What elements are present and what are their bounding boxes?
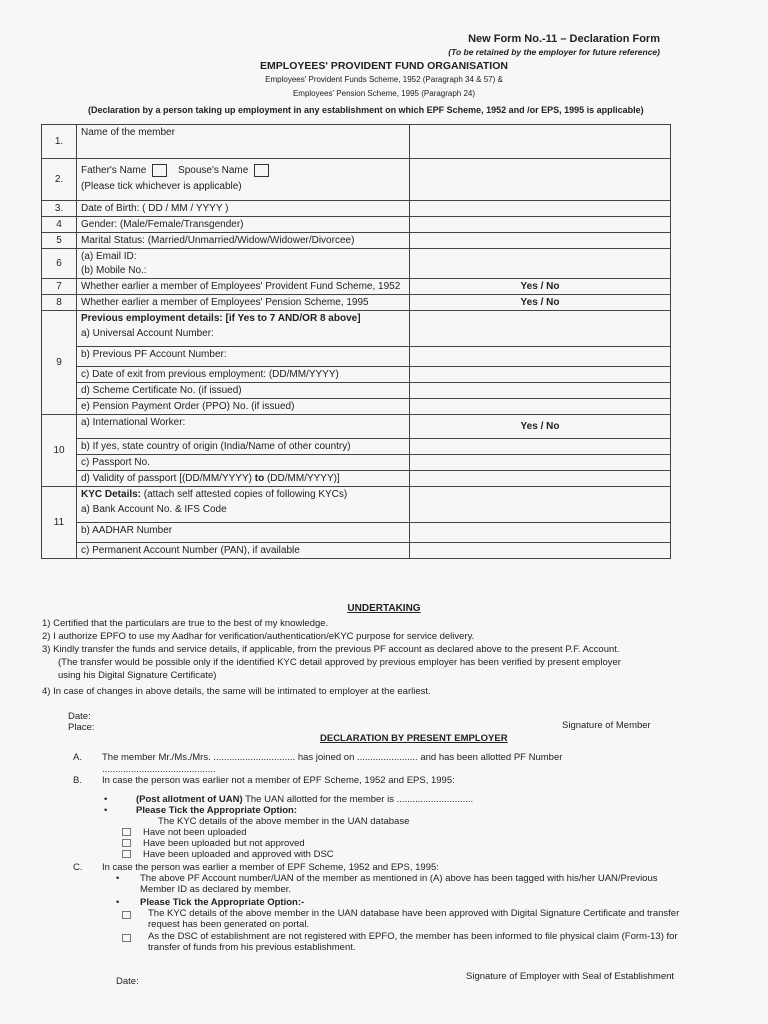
member-signature-label: Signature of Member [562, 720, 651, 731]
organisation-title: EMPLOYEES' PROVIDENT FUND ORGANISATION [260, 60, 508, 72]
not-earlier-member-text: In case the person was earlier not a member of EPF Scheme, 1952 and EPS, 1995: [102, 775, 455, 786]
passport-field[interactable] [410, 455, 671, 471]
gender-field[interactable] [410, 217, 671, 233]
option-label: Have been uploaded but not approved [143, 838, 305, 849]
exit-date-label: c) Date of exit from previous employment: (DD/MM/YYYY) [77, 367, 410, 383]
option-label: The KYC details of the above member in the UAN database have been approved with Digital Signature Certificate and transfer request has been generated on portal. [148, 908, 680, 930]
pan-label: c) Permanent Account Number (PAN), if available [77, 543, 410, 559]
member-name-label: Name of the member [77, 125, 410, 159]
option-checkbox[interactable] [122, 934, 131, 942]
option-checkbox[interactable] [122, 839, 131, 847]
spouses-name-checkbox[interactable] [254, 164, 269, 177]
option-checkbox[interactable] [122, 850, 131, 858]
tick-option-heading: Please Tick the Appropriate Option:- [140, 897, 305, 908]
transfer-option[interactable] [122, 908, 692, 930]
bullet: • [104, 805, 108, 816]
scheme-line-1: Employees' Provident Funds Scheme, 1952 (Paragraph 34 & 57) & [265, 75, 503, 84]
bank-account-field[interactable] [410, 487, 671, 523]
exit-date-field[interactable] [410, 367, 671, 383]
marital-status-label: Marital Status: (Married/Unmarried/Widow/Widower/Divorcee) [77, 233, 410, 249]
pan-field[interactable] [410, 543, 671, 559]
option-label: As the DSC of establishment are not registered with EPFO, the member has been informed to file physical claim (Form-13) for transfer of funds from his previous establishment. [148, 931, 678, 953]
aadhar-label: b) AADHAR Number [77, 523, 410, 543]
ppo-field[interactable] [410, 399, 671, 415]
country-origin-label: b) If yes, state country of origin (India/Name of other country) [77, 439, 410, 455]
kyc-option[interactable] [122, 849, 334, 860]
undertaking-item: 4) In case of changes in above details, the same will be intimated to employer at the earliest. [42, 686, 431, 697]
undertaking-title: UNDERTAKING [347, 603, 421, 614]
bank-account-label: a) Bank Account No. & IFS Code [81, 504, 227, 515]
prev-pf-field[interactable] [410, 347, 671, 367]
pf-number-blank: ........................................... [102, 764, 216, 775]
employer-declaration-title: DECLARATION BY PRESENT EMPLOYER [320, 733, 508, 744]
row-number: 6 [42, 249, 77, 279]
epf-member-label: Whether earlier a member of Employees' Provident Fund Scheme, 1952 [77, 279, 410, 295]
spouses-name-label: Spouse's Name [178, 165, 249, 177]
kyc-cell [77, 487, 410, 523]
intl-worker-yes-no[interactable]: Yes / No [410, 415, 671, 439]
employer-date-label: Date: [116, 976, 139, 987]
undertaking-item: (The transfer would be possible only if the identified KYC detail approved by previous employer has been verified by present employer [58, 657, 621, 668]
dob-label: Date of Birth: ( DD / MM / YYYY ) [77, 201, 410, 217]
contact-field[interactable] [410, 249, 671, 279]
country-origin-field[interactable] [410, 439, 671, 455]
eps-member-label: Whether earlier a member of Employees' Pension Scheme, 1995 [77, 295, 410, 311]
prev-pf-label: b) Previous PF Account Number: [77, 347, 410, 367]
kyc-uan-text: The KYC details of the above member in the UAN database [158, 816, 410, 827]
row-number: 4 [42, 217, 77, 233]
member-place-label: Place: [68, 722, 95, 733]
tagged-uan-text: The above PF Account number/UAN of the member as mentioned in (A) above has been tagged with his/her UAN/Previous Member ID as declared by member. [140, 873, 658, 895]
gender-label: Gender: (Male/Female/Transgender) [77, 217, 410, 233]
prev-employment-heading: Previous employment details: [if Yes to 7 AND/OR 8 above] [81, 313, 361, 324]
scheme-cert-label: d) Scheme Certificate No. (if issued) [77, 383, 410, 399]
row-number: 7 [42, 279, 77, 295]
undertaking-item: using his Digital Signature Certificate) [58, 670, 217, 681]
ppo-label: e) Pension Payment Order (PPO) No. (if issued) [77, 399, 410, 415]
retain-note: (To be retained by the employer for future reference) [448, 47, 660, 57]
section-letter: A. [73, 752, 82, 763]
undertaking-item: 2) I authorize EPFO to use my Aadhar for verification/authentication/eKYC purpose for service delivery. [42, 631, 475, 642]
scheme-cert-field[interactable] [410, 383, 671, 399]
eps-member-yes-no[interactable]: Yes / No [410, 295, 671, 311]
earlier-member-text: In case the person was earlier a member of EPF Scheme, 1952 and EPS, 1995: [102, 862, 439, 873]
validity-to: to [254, 473, 265, 484]
member-details-table [41, 124, 671, 559]
mobile-label: (b) Mobile No.: [81, 265, 147, 276]
kyc-option[interactable] [122, 838, 305, 849]
prev-employment-cell [77, 311, 410, 347]
bullet: • [104, 794, 108, 805]
kyc-heading-rest: (attach self attested copies of following KYCs) [141, 489, 348, 500]
email-label: (a) Email ID: [81, 251, 137, 262]
kyc-heading: KYC Details: [81, 489, 142, 500]
dob-field[interactable] [410, 201, 671, 217]
validity-post: (DD/MM/YYYY)] [264, 473, 340, 484]
intl-worker-label: a) International Worker: [77, 415, 410, 439]
option-label: Have been uploaded and approved with DSC [143, 849, 334, 860]
member-name-field[interactable] [410, 125, 671, 159]
aadhar-field[interactable] [410, 523, 671, 543]
transfer-option[interactable] [122, 931, 692, 953]
undertaking-item: 3) Kindly transfer the funds and service details, if applicable, from the previous PF account as declared above to the present P.F. Account. [42, 644, 620, 655]
kyc-option[interactable] [122, 827, 247, 838]
scheme-line-2: Employees' Pension Scheme, 1995 (Paragraph 24) [292, 89, 476, 98]
epf-member-yes-no[interactable]: Yes / No [410, 279, 671, 295]
form-number: New Form No.-11 – Declaration Form [468, 33, 660, 45]
option-checkbox[interactable] [122, 911, 131, 919]
relation-name-field[interactable] [410, 159, 671, 201]
passport-label: c) Passport No. [77, 455, 410, 471]
row-number: 9 [42, 311, 77, 415]
uan-allotted-line [136, 794, 473, 805]
joining-statement: The member Mr./Ms./Mrs. ............................... has joined on ....................... and has been allotted PF Number [102, 752, 563, 763]
undertaking-item: 1) Certified that the particulars are true to the best of my knowledge. [42, 618, 329, 629]
section-letter: B. [73, 775, 82, 786]
member-date-label: Date: [68, 711, 91, 722]
passport-validity-label [77, 471, 410, 487]
bullet: • [116, 897, 120, 908]
option-label: Have not been uploaded [143, 827, 247, 838]
uan-label: a) Universal Account Number: [81, 328, 214, 339]
row-number: 5 [42, 233, 77, 249]
option-checkbox[interactable] [122, 828, 131, 836]
contact-cell [77, 249, 410, 279]
employer-signature-label: Signature of Employer with Seal of Establishment [466, 971, 675, 982]
row-number: 8 [42, 295, 77, 311]
row-number: 1. [42, 125, 77, 159]
tick-option-heading: Please Tick the Appropriate Option: [136, 805, 298, 816]
fathers-name-checkbox[interactable] [152, 164, 167, 177]
section-letter: C. [73, 862, 83, 873]
tick-note: (Please tick whichever is applicable) [81, 181, 242, 192]
relation-cell [77, 159, 410, 201]
row-number: 10 [42, 415, 77, 487]
passport-validity-field[interactable] [410, 471, 671, 487]
uan-field[interactable] [410, 311, 671, 347]
validity-pre: d) Validity of passport [(DD/MM/YYYY) [81, 473, 255, 484]
uan-allotted-text: The UAN allotted for the member is ............................. [242, 794, 474, 805]
declaration-note: (Declaration by a person taking up employment in any establishment on which EPF Scheme, 1952 and /or EPS, 1995 is applicable) [88, 105, 644, 115]
undertaking-list [42, 617, 702, 698]
row-number: 3. [42, 201, 77, 217]
row-number: 11 [42, 487, 77, 559]
marital-status-field[interactable] [410, 233, 671, 249]
post-allotment-label: (Post allotment of UAN) [136, 794, 243, 805]
fathers-name-label: Father's Name [81, 165, 147, 177]
row-number: 2. [42, 159, 77, 201]
bullet: • [116, 873, 120, 884]
